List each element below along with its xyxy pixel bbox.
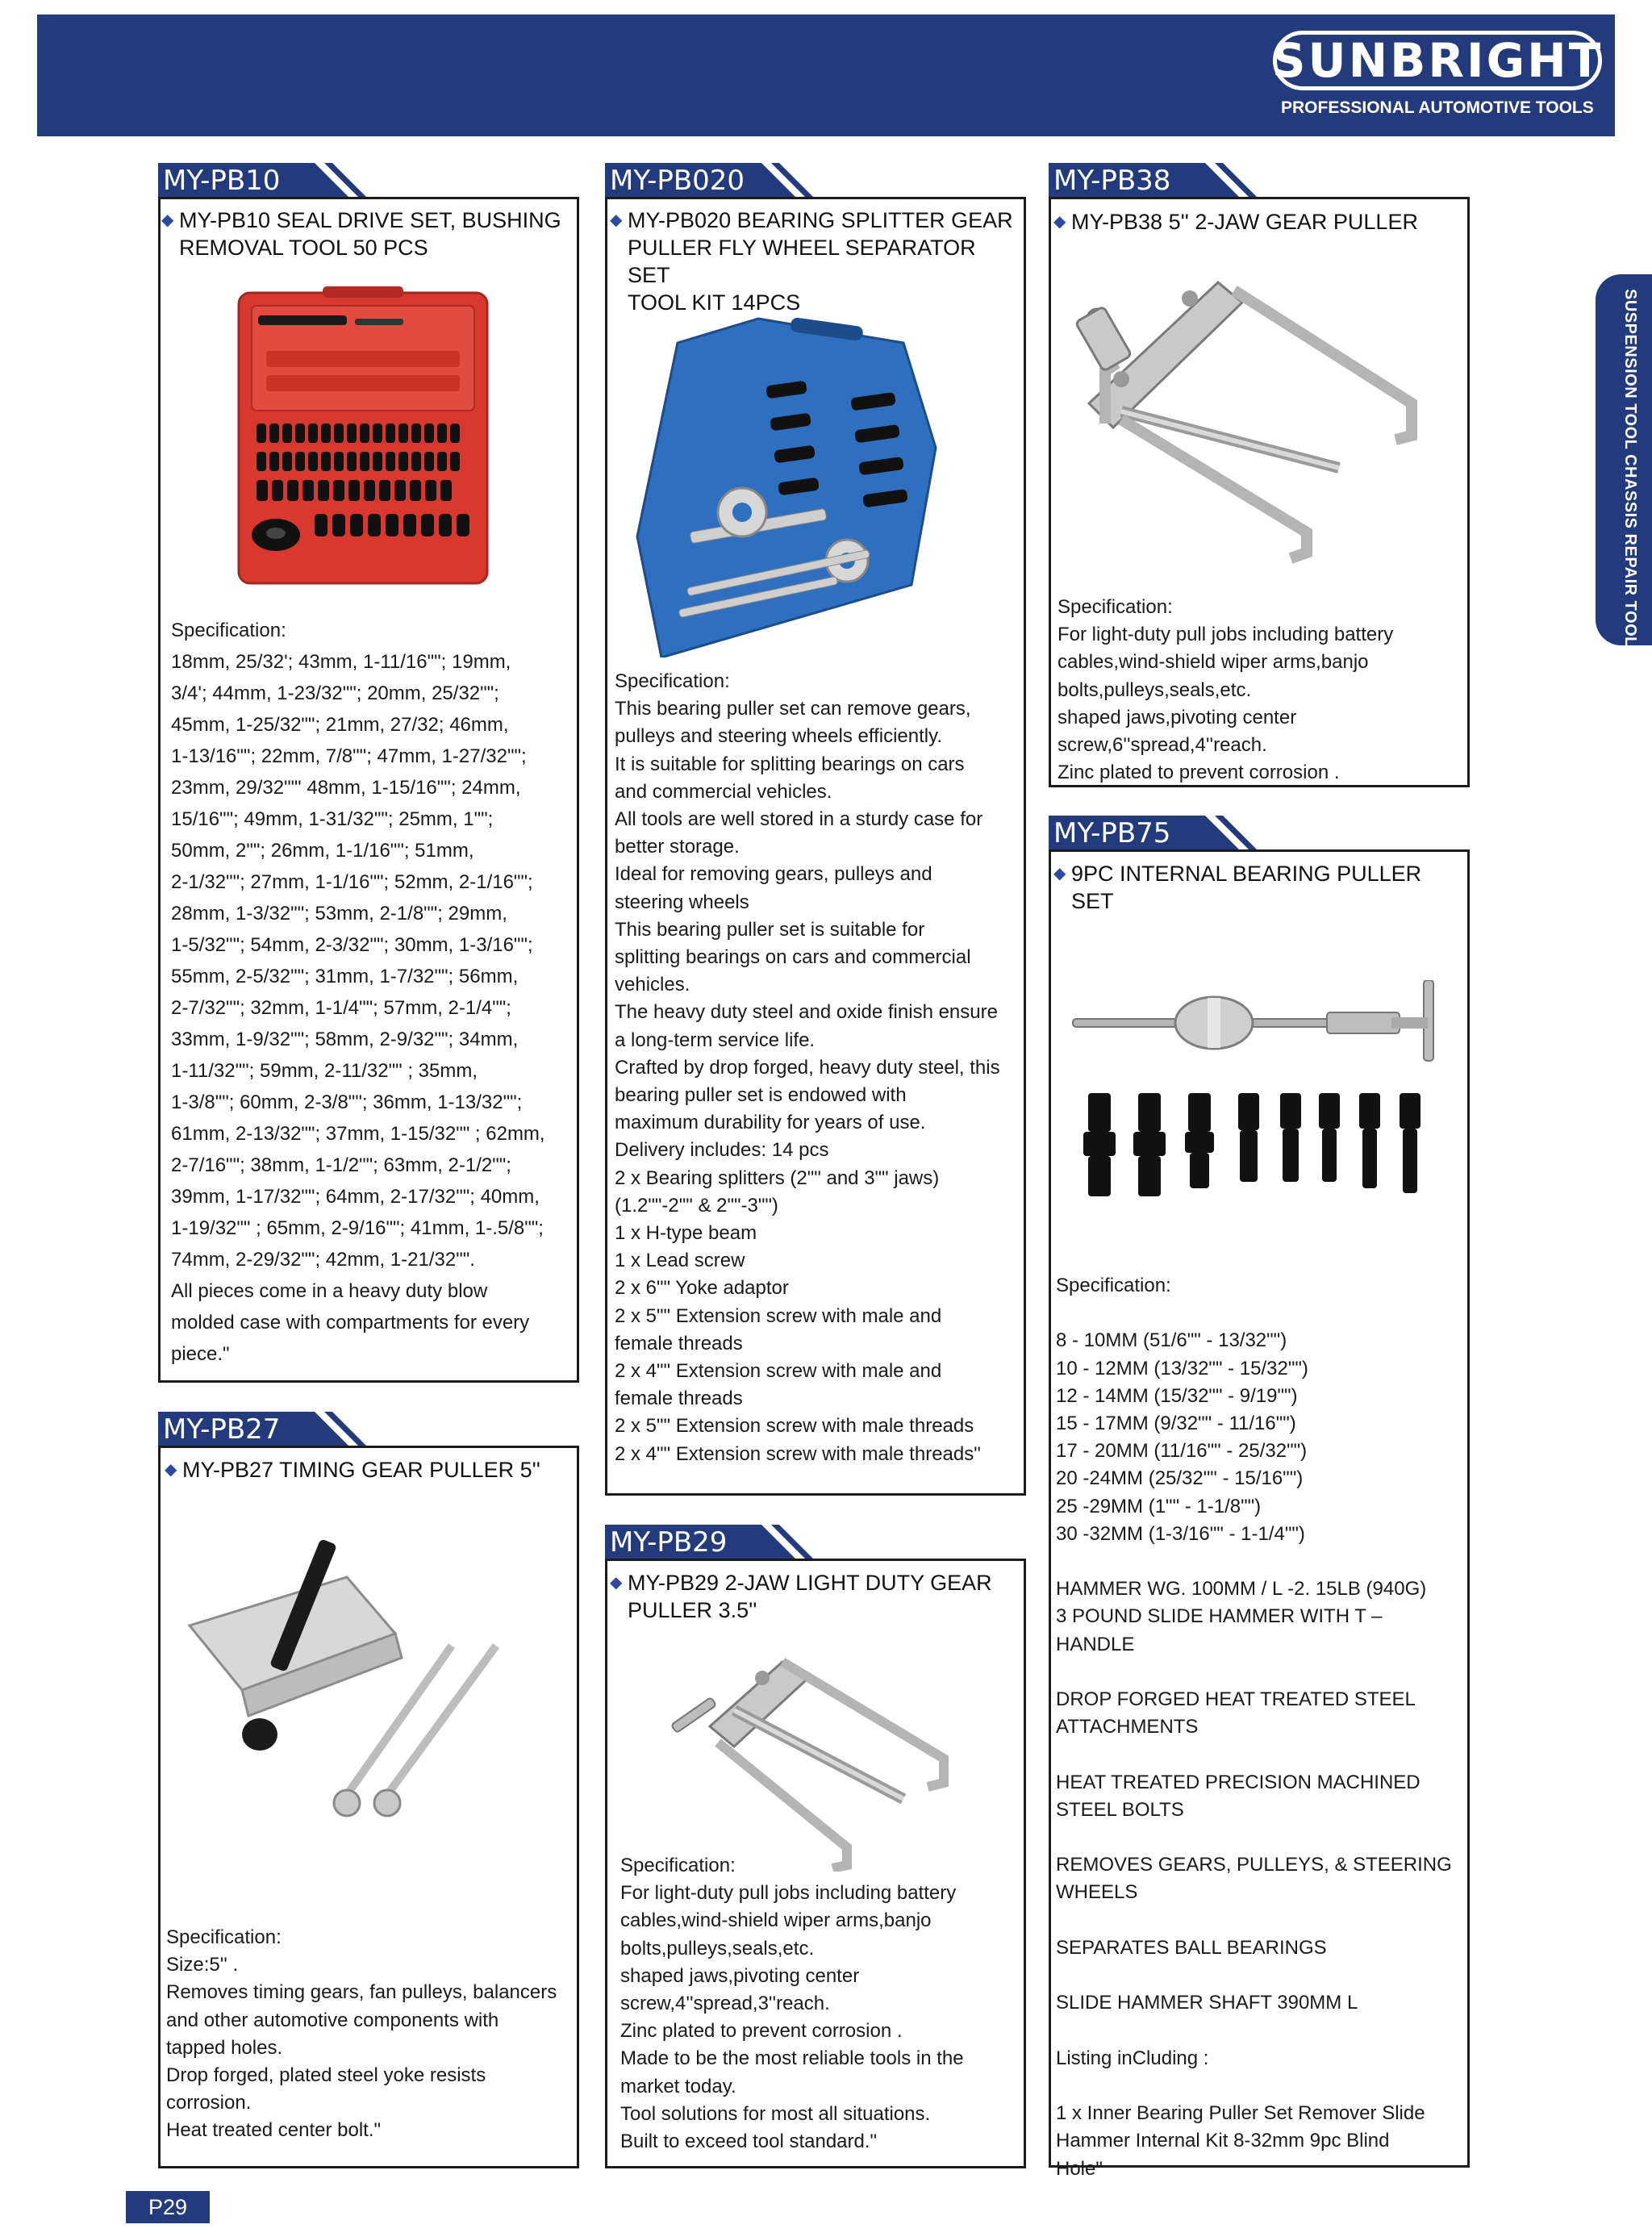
product-title-line: PULLER 3.5'' — [628, 1598, 757, 1622]
product-spec-pb020: Specification: This bearing puller set can remove gears, pulleys and steering wheels efficiently. It is suitable for splitting bearings on cars and commercial vehicles. All tools are well stored in a sturdy case for better storage. Ideal for removing gears, pulleys and steering wheels This bearing puller set is suitable for splitting bearings on cars and commercial vehicles. The heavy duty steel and oxide finish ensure a long-term service life. Crafted by drop forged, heavy duty steel, this bearing puller set is endowed with maximum durability for years of use. Delivery includes: 14 pcs 2 x Bearing splitters (2"" and 3"" jaws) (1.2""-2"" & 2""-3"") 1 x H-type beam 1 x Lead screw 2 x 6"" Yoke adaptor 2 x 5"" Extension screw with male and female threads 2 x 4"" Extension screw with male and female threads 2 x 5"" Extension screw with male threads 2 x 4"" Extension screw with male threads" — [615, 670, 1000, 1465]
brand-tagline: PROFESSIONAL AUTOMOTIVE TOOLS — [1281, 98, 1594, 117]
section-code: MY-PB75 — [1053, 817, 1171, 849]
product-title-line: 9PC INTERNAL BEARING PULLER SET — [1071, 862, 1422, 913]
light-duty-gear-puller-image — [661, 1630, 968, 1872]
product-title-pb38 — [1053, 208, 1465, 236]
bullet-diamond-icon: ◆ — [610, 1574, 623, 1592]
product-title-pb29 — [610, 1569, 1021, 1624]
section-code: MY-PB29 — [610, 1526, 728, 1559]
bullet-diamond-icon: ◆ — [161, 211, 174, 229]
product-title-line: MY-PB27 TIMING GEAR PULLER 5'' — [182, 1458, 540, 1482]
product-spec-pb10: Specification: 18mm, 25/32'; 43mm, 1-11/16""; 19mm, 3/4'; 44mm, 1-23/32""; 20mm, 25/32""; 45mm, 1-25/32""; 21mm, 27/32; 46mm, 1-13/16""; 22mm, 7/8""; 47mm, 1-27/32""; 23mm, 29/32""' 48mm, 1-15/16""; 24mm, 15/16""; 49mm, 1-31/32""; 25mm, 1""; 50mm, 2""; 26mm, 1-1/16""; 51mm, 2-1/32""; 27mm, 1-1/16""; 52mm, 2-1/16""; 28mm, 1-3/32""; 53mm, 2-1/8""; 29mm, 1-5/32""; 54mm, 2-3/32""; 30mm, 1-3/16""; 55mm, 2-5/32""; 31mm, 1-7/32""; 56mm, 2-7/32""; 32mm, 1-1/4""; 57mm, 2-1/4""; 33mm, 1-9/32""; 58mm, 2-9/32""; 34mm, 1-11/32""; 59mm, 2-11/32"" ; 35mm, 1-3/8""; 60mm, 2-3/8""; 36mm, 1-13/32""; 61mm, 2-13/32""; 37mm, 1-15/32"" ; 62mm, 2-7/16""; 38mm, 1-1/2""; 63mm, 2-1/2""; 39mm, 1-17/32""; 64mm, 2-17/32""; 40mm, 1-19/32"" ; 65mm, 2-9/16""; 41mm, 1-.5/8""; 74mm, 2-29/32""; 42mm, 1-21/32"". All pieces come in a heavy duty blow molded case with compartments for every piece." — [171, 620, 545, 1365]
bearing-splitter-kit-image — [629, 311, 952, 657]
tab-slant-icon — [755, 163, 820, 197]
product-spec-pb27: Specification: Size:5'' . Removes timing gears, fan pulleys, balancers and other automotive components with tapped holes. Drop forged, plated steel yoke resists corrosion. Heat treated center bolt." — [166, 1926, 557, 2142]
two-jaw-gear-puller-image — [1073, 266, 1436, 573]
tab-slant-icon — [1199, 163, 1263, 197]
timing-gear-puller-image — [186, 1537, 549, 1859]
page-number: P29 — [126, 2191, 210, 2223]
product-spec-pb75: Specification: 8 - 10MM (51/6"" - 13/32"") 10 - 12MM (13/32"" - 15/32"") 12 - 14MM (15/32"" - 9/19"") 15 - 17MM (9/32"" - 11/16"") 17 - 20MM (11/16"" - 25/32"") 20 -24MM (25/32"" - 15/16"") 25 -29MM (1"" - 1-1/8"") 30 -32MM (1-3/16"" - 1-1/4"") HAMMER WG. 100MM / L -2. 15LB (940G) 3 POUND SLIDE HAMMER WITH T – HANDLE DROP FORGED HEAT TREATED STEEL ATTACHMENTS HEAT TREATED PRECISION MACHINED STEEL BOLTS REMOVES GEARS, PULLEYS, & STEERING WHEELS SEPARATES BALL BEARINGS SLIDE HAMMER SHAFT 390MM L Listing inCluding : 1 x Inner Bearing Puller Set Remover Slide Hammer Internal Kit 8-32mm 9pc Blind Hole" — [1056, 1275, 1452, 2180]
section-code: MY-PB020 — [610, 165, 745, 197]
product-title-pb020 — [610, 207, 1021, 316]
tab-slant-icon — [308, 163, 373, 197]
section-code: MY-PB10 — [163, 165, 281, 197]
tab-slant-icon — [755, 1525, 820, 1559]
bullet-diamond-icon: ◆ — [165, 1461, 177, 1479]
product-spec-pb29: Specification: For light-duty pull jobs including battery cables,wind-shield wiper arms,banjo bolts,pulleys,seals,etc. shaped jaws,pivoting center screw,4''spread,3''reach. Zinc plated to prevent corrosion . Made to be the most reliable tools in the market today. Tool solutions for most all situations. Built to exceed tool standard." — [620, 1855, 964, 2153]
bullet-diamond-icon: ◆ — [1053, 213, 1066, 231]
seal-drive-set-image — [234, 286, 492, 589]
bullet-diamond-icon: ◆ — [1053, 865, 1066, 883]
tab-slant-icon — [308, 1412, 373, 1446]
section-code: MY-PB38 — [1053, 165, 1171, 197]
product-title-pb27 — [165, 1456, 576, 1484]
product-title-line: MY-PB020 BEARING SPLITTER GEAR — [628, 208, 1013, 232]
product-title-line: MY-PB38 5'' 2-JAW GEAR PULLER — [1071, 210, 1418, 234]
product-title-pb75 — [1053, 860, 1465, 915]
product-title-line: TOOL KIT 14PCS — [628, 290, 801, 315]
product-title-pb10 — [161, 207, 565, 261]
section-code: MY-PB27 — [163, 1413, 281, 1446]
brand-name: SUNBRIGHT — [1271, 33, 1604, 88]
bullet-diamond-icon: ◆ — [610, 211, 623, 229]
brand-logo — [1273, 31, 1602, 90]
internal-bearing-puller-image — [1069, 980, 1456, 1206]
category-side-tab-label: SUSPENSION TOOL CHASSIS REPAIR TOOL — [1621, 289, 1639, 647]
product-title-line: REMOVAL TOOL 50 PCS — [179, 236, 428, 260]
tab-slant-icon — [1199, 816, 1263, 849]
product-spec-pb38: Specification: For light-duty pull jobs including battery cables,wind-shield wiper arms,banjo bolts,pulleys,seals,etc. shaped jaws,pivoting center screw,6''spread,4''reach. Zinc plated to prevent corrosion . — [1058, 596, 1394, 784]
product-title-line: MY-PB10 SEAL DRIVE SET, BUSHING — [179, 208, 561, 232]
product-title-line: PULLER FLY WHEEL SEPARATOR SET — [628, 236, 976, 287]
product-title-line: MY-PB29 2-JAW LIGHT DUTY GEAR — [628, 1571, 992, 1595]
